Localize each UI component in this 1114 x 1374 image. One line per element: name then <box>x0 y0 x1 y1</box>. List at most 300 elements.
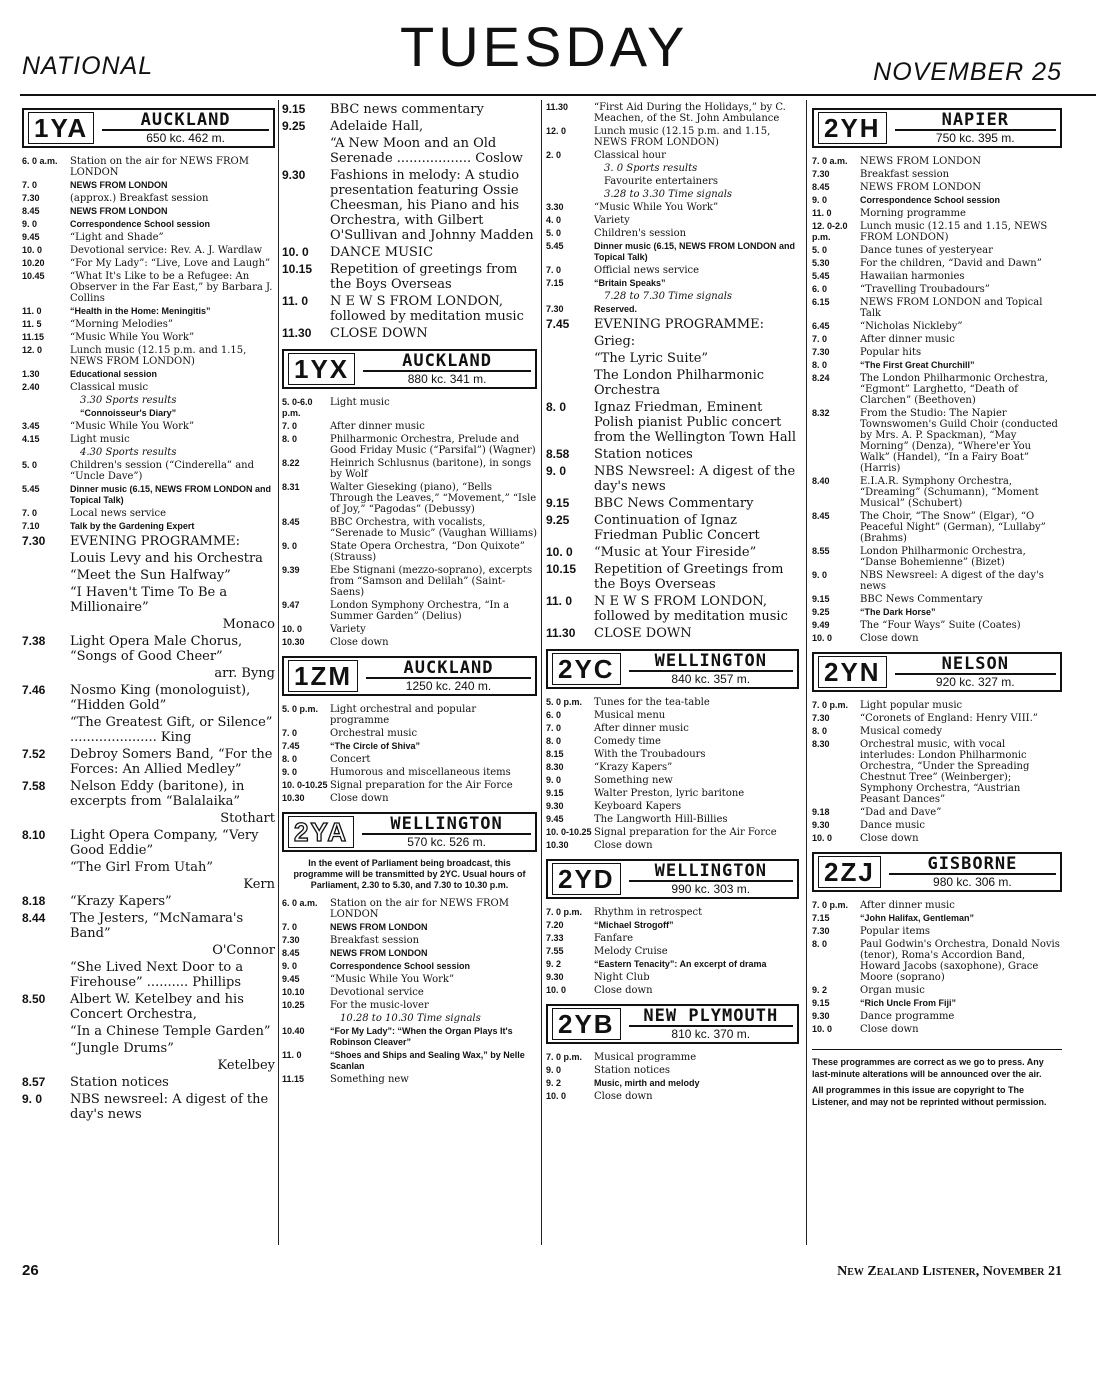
programme-title: “Music While You Work” <box>594 202 719 213</box>
programme-time <box>22 445 70 447</box>
programme-time: 8.57 <box>22 1075 46 1089</box>
programme-title: Local news service <box>70 508 167 519</box>
programme-title: Close down <box>330 793 389 804</box>
programme-entry <box>282 419 537 432</box>
programme-entry <box>22 990 275 1022</box>
programme-title: arr. Byng <box>214 666 275 681</box>
programme-title: Talk by the Gardening Expert <box>70 521 195 531</box>
column-3 <box>546 100 799 1250</box>
programme-time <box>282 134 330 136</box>
programme-entry <box>546 931 799 944</box>
programme-time: 8.45 <box>812 182 830 192</box>
programme-time: 8. 0 <box>546 400 567 414</box>
programme-time: 7. 0 <box>546 723 562 733</box>
programme-entry <box>22 191 275 204</box>
programme-time: 7.38 <box>22 634 46 648</box>
station-header <box>282 812 537 852</box>
programme-entry <box>812 711 1062 724</box>
programme-time: 11. 0 <box>282 294 309 308</box>
programme-title: Light popular music <box>860 700 963 711</box>
programme-title: “Music at Your Fireside” <box>594 545 757 560</box>
programme-entry <box>546 1089 799 1102</box>
programme-title: Ketelbey <box>217 1058 275 1073</box>
programme-time: 3.30 <box>546 202 564 212</box>
programme-title: The Choir, “The Snow” (Elgar), “O Peaceful Night” (German), “Lullaby” (Brahms) <box>860 511 1046 544</box>
programme-entry <box>546 1050 799 1063</box>
programme-title: Station notices <box>70 1075 169 1090</box>
programme-entry <box>282 622 537 635</box>
programme-title: NBS Newsreel: A digest of the day's news <box>594 464 796 494</box>
programme-title: Something new <box>330 1074 409 1085</box>
programme-entry <box>282 752 537 765</box>
programme-entry <box>546 786 799 799</box>
programme-time: 7.30 <box>812 169 830 179</box>
programme-entry <box>282 635 537 648</box>
footnote-paragraph: All programmes in this issue are copyright to The Listener, and may not be reprinted without permission. <box>812 1085 1047 1107</box>
programme-time: 11.30 <box>546 626 576 640</box>
programme-time: 7. 0 p.m. <box>546 1052 583 1062</box>
day-title: TUESDAY <box>400 15 689 78</box>
programme-time: 7.10 <box>22 521 40 531</box>
programme-title: Night Club <box>594 972 650 983</box>
programme-entry <box>22 1039 275 1056</box>
programme-entry <box>22 1090 275 1122</box>
programme-title: DANCE MUSIC <box>330 245 434 260</box>
station-frequency: 840 kc. 357 m. <box>629 670 793 686</box>
programme-time: 5.45 <box>546 241 564 251</box>
programme-time: 10. 0 <box>282 624 303 634</box>
programme-time: 9.15 <box>546 788 564 798</box>
programme-time: 8.30 <box>812 739 830 749</box>
programme-title: Breakfast session <box>860 169 950 180</box>
programme-time: 7.30 <box>22 534 46 548</box>
programme-time: 7. 0 <box>546 265 562 275</box>
programme-title: “A New Moon and an Old Serenade .................. Coslow <box>330 136 523 166</box>
programme-title: Heinrich Schlusnus (baritone), in songs by Wolf <box>330 458 532 480</box>
programme-entry <box>812 737 1062 805</box>
programme-title: “The First Great Churchill” <box>860 360 975 370</box>
programme-time: 10.30 <box>282 637 305 647</box>
programme-title: NEWS FROM LONDON <box>330 922 428 932</box>
programme-entry <box>22 204 275 217</box>
programme-title: “Dad and Dave” <box>860 807 942 818</box>
programme-title: BBC news commentary <box>330 102 484 117</box>
programme-title: Variety <box>330 624 366 635</box>
programme-entry <box>812 269 1062 282</box>
programme-time: 10. 0-10.25 <box>546 827 592 837</box>
programme-title: Nelson Eddy (baritone), in excerpts from “Balalaika” <box>70 779 245 809</box>
programme-time: 10.15 <box>546 562 577 576</box>
programme-time: 8.24 <box>812 373 830 383</box>
programme-time: 9. 0 <box>22 219 38 229</box>
station-city: NEW PLYMOUTH <box>643 1006 779 1026</box>
programme-entry <box>812 282 1062 295</box>
programme-title: Light orchestral and popular programme <box>330 704 477 726</box>
programme-time <box>22 583 70 585</box>
programme-time <box>22 566 70 568</box>
station-info <box>354 815 531 849</box>
programme-time: 11. 0 <box>812 208 832 218</box>
programme-entry <box>22 958 275 990</box>
programme-title: Walter Preston, lyric baritone <box>594 788 745 799</box>
programme-entry <box>546 511 799 543</box>
programme-time: 7.30 <box>282 935 300 945</box>
footnote-paragraph: These programmes are correct as we go to press. Any last-minute alterations will be announced over the air. <box>812 1057 1044 1079</box>
station-info <box>621 652 793 686</box>
programme-entry <box>812 724 1062 737</box>
programme-entry <box>812 568 1062 592</box>
programme-time: 9. 0 <box>546 775 562 785</box>
programme-title: 3. 0 Sports results <box>604 163 698 174</box>
programme-entry <box>282 726 537 739</box>
programme-time: 7.30 <box>546 304 564 314</box>
programme-time: 9.18 <box>812 807 830 817</box>
programme-entry <box>546 263 799 276</box>
programme-time <box>22 406 70 408</box>
programme-entry <box>812 358 1062 371</box>
programme-time <box>22 875 70 877</box>
programme-title: NEWS FROM LONDON <box>70 206 168 216</box>
programme-entry <box>812 818 1062 831</box>
programme-title: CLOSE DOWN <box>594 626 692 641</box>
programme-title: “For My Lady”: “When the Organ Plays It's Robinson Cleaver” <box>330 1026 513 1047</box>
programme-entry <box>546 543 799 560</box>
programme-time <box>22 809 70 811</box>
programme-entry <box>812 167 1062 180</box>
programme-entry <box>812 319 1062 332</box>
station-frequency: 650 kc. 462 m. <box>102 129 269 145</box>
station-header <box>282 656 537 696</box>
programme-entry <box>282 456 537 480</box>
programme-entry <box>22 583 275 615</box>
programme-time: 9. 0 <box>282 961 298 971</box>
programme-entry <box>282 1048 537 1072</box>
programme-entry <box>546 624 799 641</box>
programme-title: Musical comedy <box>860 726 943 737</box>
programme-time: 9. 2 <box>546 1078 562 1088</box>
programme-time: 10.30 <box>546 840 569 850</box>
programme-time: 10.20 <box>22 258 45 268</box>
programme-title: The Jesters, “McNamara's Band” <box>70 911 244 941</box>
programme-time <box>22 958 70 960</box>
programme-title: “John Halifax, Gentleman” <box>860 913 975 923</box>
programme-time: 7. 0 p.m. <box>812 900 849 910</box>
programme-time: 11.15 <box>282 1074 305 1084</box>
programme-title: Ignaz Friedman, Eminent Polish pianist Public concert from the Wellington Town Hall <box>594 400 796 445</box>
station-frequency: 990 kc. 303 m. <box>629 880 793 896</box>
programme-title: NEWS FROM LONDON <box>860 156 981 167</box>
programme-entry <box>812 243 1062 256</box>
programme-entry <box>812 605 1062 618</box>
station-city: AUCKLAND <box>402 351 493 371</box>
programme-title: NEWS FROM LONDON <box>70 180 168 190</box>
station-callsign: 2YN <box>818 656 887 688</box>
programme-entry <box>22 458 275 482</box>
programme-time: 11. 0 <box>546 594 573 608</box>
programme-time: 8.40 <box>812 476 830 486</box>
programme-time: 12. 0 <box>546 126 567 136</box>
programme-entry <box>812 983 1062 996</box>
programme-entry <box>812 332 1062 345</box>
programme-title: Light Opera Male Chorus, “Songs of Good Cheer” <box>70 634 243 664</box>
programme-title: Grieg: <box>594 334 636 349</box>
programme-time: 9. 2 <box>812 985 828 995</box>
programme-entry <box>22 367 275 380</box>
programme-title: N E W S FROM LONDON, followed by meditation music <box>330 294 524 324</box>
programme-entry <box>22 826 275 858</box>
programme-time: 9.25 <box>546 513 570 527</box>
programme-entry <box>22 256 275 269</box>
programme-entry <box>546 276 799 289</box>
programme-title: Correspondence School session <box>330 961 471 971</box>
programme-time: 8.58 <box>546 447 570 461</box>
programme-entry <box>22 858 275 875</box>
programme-entry <box>812 345 1062 358</box>
programme-entry <box>812 154 1062 167</box>
programme-title: Philharmonic Orchestra, Prelude and Good Friday Music (“Parsifal”) (Wagner) <box>330 434 536 456</box>
programme-time: 7.20 <box>546 920 564 930</box>
programme-entry <box>282 985 537 998</box>
programme-title: “Shoes and Ships and Sealing Wax,” by Nelle Scanlan <box>330 1050 525 1071</box>
programme-title: Close down <box>594 840 653 851</box>
programme-time: 6.45 <box>812 321 830 331</box>
programme-time: 9.30 <box>812 1011 830 1021</box>
programme-time: 5. 0 <box>546 228 562 238</box>
programme-time: 10. 0 <box>546 985 567 995</box>
programme-title: “The Greatest Gift, or Silence” ..................... King <box>70 715 273 745</box>
programme-time: 7. 0 <box>282 421 298 431</box>
programme-title: Dinner music (6.15, NEWS FROM LONDON and Topical Talk) <box>70 484 272 505</box>
programme-time: 9.15 <box>282 102 306 116</box>
programme-entry <box>282 324 537 341</box>
programme-time: 10. 0 <box>282 245 309 259</box>
programme-time: 4. 0 <box>546 215 562 225</box>
programme-time: 10.45 <box>22 271 45 281</box>
programme-entry <box>22 1073 275 1090</box>
programme-title: Lunch music (12.15 and 1.15, NEWS FROM LONDON) <box>860 221 1048 243</box>
programme-time: 5. 0 p.m. <box>282 704 319 714</box>
programme-time: 7. 0 a.m. <box>812 156 848 166</box>
programme-entry <box>546 721 799 734</box>
programme-time: 7.15 <box>546 278 564 288</box>
programme-time: 8. 0 <box>812 726 828 736</box>
programme-time: 7. 0 <box>22 508 38 518</box>
programme-title: Dance tunes of yesteryear <box>860 245 993 256</box>
programme-title: Monaco <box>222 617 275 632</box>
station-callsign: 1ZM <box>288 660 358 692</box>
programme-entry <box>282 166 537 243</box>
programme-time <box>22 615 70 617</box>
programme-time: 7. 0 p.m. <box>812 700 849 710</box>
programme-entry <box>812 474 1062 509</box>
programme-entry <box>546 560 799 592</box>
programme-time: 8.45 <box>812 511 830 521</box>
programme-entry <box>812 805 1062 818</box>
programme-entry <box>282 100 537 117</box>
programme-time: 8. 0 <box>282 434 298 444</box>
programme-time: 11.15 <box>22 332 45 342</box>
programme-title: Signal preparation for the Air Force <box>330 780 513 791</box>
programme-title: Children's session <box>594 228 687 239</box>
programme-entry <box>812 618 1062 631</box>
page-number: 26 <box>22 1262 39 1279</box>
station-header <box>812 652 1062 692</box>
programme-entry <box>22 178 275 191</box>
programme-title: Official news service <box>594 265 700 276</box>
header-rule <box>20 94 1096 96</box>
programme-time: 9.45 <box>282 974 300 984</box>
programme-title: With the Troubadours <box>594 749 706 760</box>
programme-time <box>282 1011 330 1013</box>
programme-title: (approx.) Breakfast session <box>70 193 209 204</box>
programme-time: 8.45 <box>282 948 300 958</box>
programme-entry <box>22 566 275 583</box>
programme-time <box>22 1056 70 1058</box>
programme-entry <box>546 773 799 786</box>
programme-time: 8. 0 <box>812 939 828 949</box>
programme-title: 4.30 Sports results <box>80 447 177 458</box>
station-info <box>94 111 269 145</box>
programme-title: BBC Orchestra, with vocalists, “Serenade to Music” (Vaughan Williams) <box>330 517 537 539</box>
programme-time: 4.15 <box>22 434 40 444</box>
programme-entry <box>546 1063 799 1076</box>
programme-time: 8.50 <box>22 992 46 1006</box>
programme-entry <box>812 206 1062 219</box>
programme-title: NEWS FROM LONDON and Topical Talk <box>860 297 1043 319</box>
programme-time: 8.31 <box>282 482 300 492</box>
programme-time: 9.47 <box>282 600 300 610</box>
programme-title: For the music-lover <box>330 1000 429 1011</box>
programme-time: 10. 0 <box>22 245 43 255</box>
programme-entry <box>546 825 799 838</box>
programme-time: 8. 0 <box>812 360 828 370</box>
programme-entry <box>282 739 537 752</box>
programme-title: BBC News Commentary <box>594 496 754 511</box>
programme-entry <box>546 213 799 226</box>
programme-time: 9. 0 <box>812 570 828 580</box>
programme-title: Light music <box>330 397 390 408</box>
programme-time: 9. 0 <box>22 1092 43 1106</box>
programme-entry <box>282 243 537 260</box>
programme-entry <box>22 343 275 367</box>
programme-time <box>546 174 594 176</box>
programme-title: Dance music <box>860 820 925 831</box>
station-info <box>358 659 531 693</box>
programme-time: 10. 0-10.25 <box>282 780 328 790</box>
programme-entry <box>22 713 275 745</box>
programme-title: EVENING PROGRAMME: <box>70 534 241 549</box>
station-frequency: 880 kc. 341 m. <box>363 370 531 386</box>
station-frequency: 1250 kc. 240 m. <box>366 677 531 693</box>
station-callsign: 1YX <box>288 353 355 385</box>
programme-title: State Opera Orchestra, “Don Quixote” (Strauss) <box>330 541 525 563</box>
station-city: NELSON <box>941 654 1009 674</box>
programme-title: Close down <box>860 633 919 644</box>
programme-time: 7.45 <box>546 317 570 331</box>
station-header <box>546 649 799 689</box>
programme-title: Popular hits <box>860 347 922 358</box>
programme-entry <box>812 256 1062 269</box>
programme-title: Correspondence School session <box>70 219 211 229</box>
programme-time: 6. 0 a.m. <box>282 898 318 908</box>
programme-entry <box>546 239 799 263</box>
programme-time: 9.15 <box>546 496 570 510</box>
programme-entry <box>22 243 275 256</box>
programme-entry <box>812 295 1062 319</box>
programme-title: Favourite entertainers <box>604 176 718 187</box>
programme-entry <box>546 957 799 970</box>
programme-time: 10.10 <box>282 987 305 997</box>
programme-entry <box>546 494 799 511</box>
programme-time <box>22 713 70 715</box>
programme-title: Station on the air for NEWS FROM LONDON <box>70 156 249 178</box>
programme-title: 10.28 to 10.30 Time signals <box>340 1013 481 1024</box>
programme-entry <box>546 226 799 239</box>
programme-time: 11. 5 <box>22 319 42 329</box>
programme-time: 8.30 <box>546 762 564 772</box>
programme-time: 9.49 <box>812 620 830 630</box>
station-header <box>812 852 1062 892</box>
programme-title: Station notices <box>594 447 693 462</box>
column-1 <box>22 100 275 1250</box>
programme-title: Concert <box>330 754 371 765</box>
programme-entry <box>812 698 1062 711</box>
programme-entry <box>812 996 1062 1009</box>
programme-title: Close down <box>330 637 389 648</box>
programme-title: Tunes for the tea-table <box>594 697 710 708</box>
programme-time: 7.30 <box>812 713 830 723</box>
programme-entry <box>282 765 537 778</box>
programme-time <box>22 664 70 666</box>
network-label: NATIONAL <box>22 52 154 80</box>
station-callsign: 2YB <box>552 1008 621 1040</box>
programme-title: NBS Newsreel: A digest of the day's news <box>860 570 1044 592</box>
programme-title: Educational session <box>70 369 158 379</box>
programme-entry <box>22 632 275 664</box>
programme-entry <box>282 1072 537 1085</box>
programme-time <box>22 393 70 395</box>
station-city: GISBORNE <box>927 854 1018 874</box>
programme-title: “Coronets of England: Henry VIII.” <box>860 713 1038 724</box>
programme-entry <box>546 695 799 708</box>
programme-time <box>546 289 594 291</box>
programme-title: Comedy time <box>594 736 661 747</box>
programme-entry <box>546 315 799 332</box>
programme-time: 9.25 <box>812 607 830 617</box>
programme-entry <box>546 349 799 366</box>
programme-title: Signal preparation for the Air Force <box>594 827 777 838</box>
programme-entry <box>282 946 537 959</box>
programme-entry <box>546 302 799 315</box>
programme-time: 6.15 <box>812 297 830 307</box>
programme-entry <box>546 918 799 931</box>
programme-entry <box>282 292 537 324</box>
programme-entry <box>546 799 799 812</box>
programme-entry <box>546 174 799 187</box>
programme-entry <box>546 366 799 398</box>
programme-title: Fashions in melody: A studio presentation featuring Ossie Cheesman, his Piano and his Orchestra, with Gilbert O'Sullivan and Johnny Madden <box>330 168 534 243</box>
programme-time: 12. 0 <box>22 345 43 355</box>
programme-title: Fanfare <box>594 933 634 944</box>
programme-title: CLOSE DOWN <box>330 326 428 341</box>
programme-time: 5.45 <box>22 484 40 494</box>
programme-entry <box>282 920 537 933</box>
parliament-note: In the event of Parliament being broadcast, this programme will be transmitted by 2YC. Usual hours of Parliament, 2.30 to 5.30, and 7.30 to 10.30 p.m. <box>293 858 526 890</box>
programme-title: Kern <box>243 877 275 892</box>
programme-title: From the Studio: The Napier Townswomen's Guild Choir (conducted by Mrs. A. P. Spackman), “May Morning” (Denza), “Where'er You Walk” (Handel), “In a Fairy Boat” (Harris) <box>860 408 1058 474</box>
programme-entry <box>282 117 537 134</box>
programme-entry <box>22 482 275 506</box>
